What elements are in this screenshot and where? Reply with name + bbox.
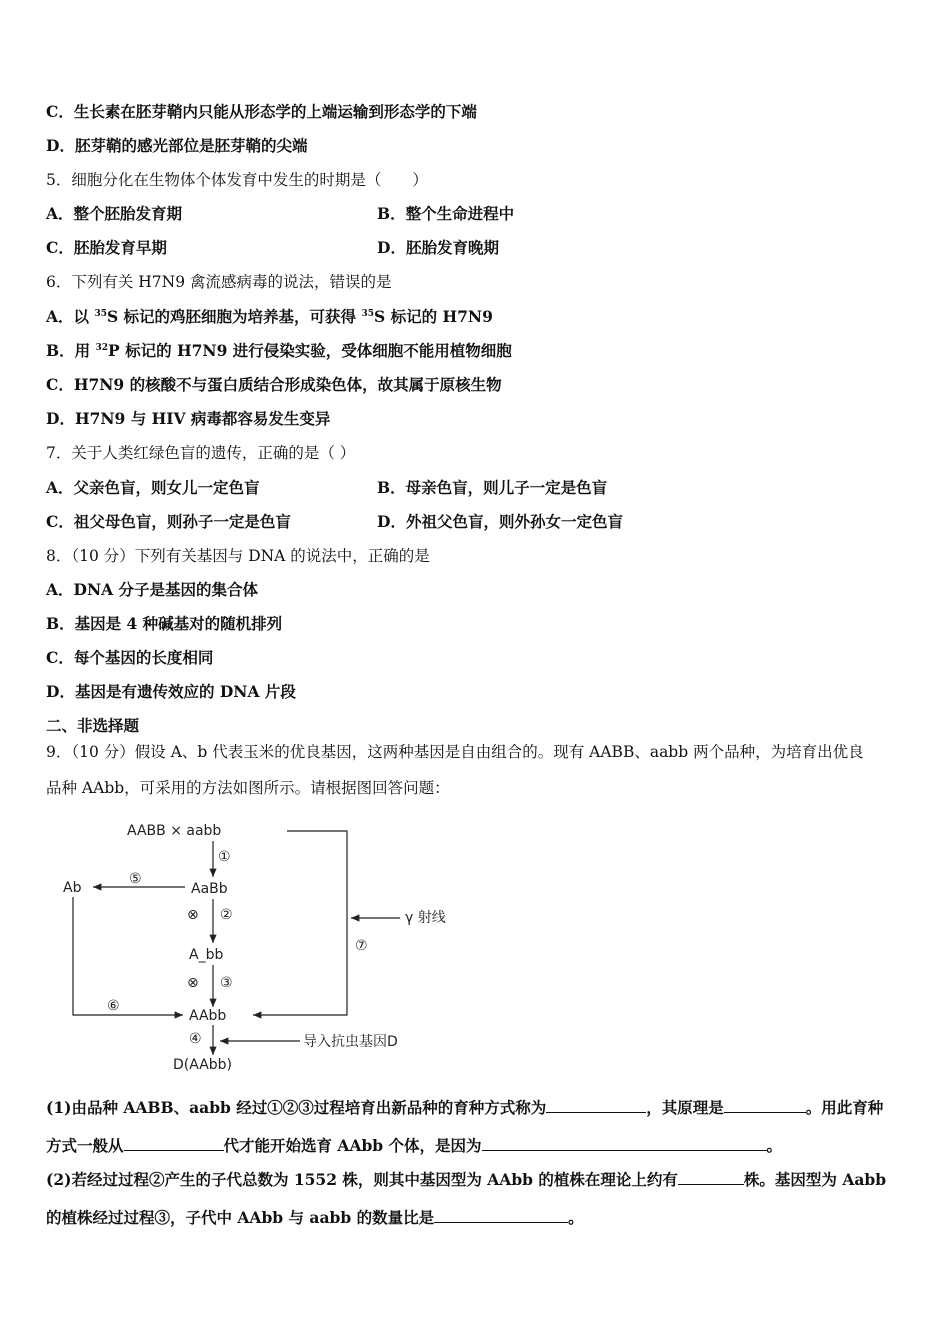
step7-label: ⑦ — [355, 938, 368, 954]
step5-label: ⑤ — [129, 871, 142, 887]
f1-label: AaBb — [191, 881, 228, 897]
q6-stem: 6．下列有关 H7N9 禽流感病毒的说法，错误的是 — [46, 273, 392, 291]
step2-label: ② — [220, 907, 233, 923]
q5-options-row1 — [46, 203, 182, 225]
q9-stem-line2: 品种 AAbb，可采用的方法如图所示。请根据图回答问题： — [46, 779, 450, 797]
q7-option-d: D．外祖父色盲，则外孙女一定色盲 — [377, 512, 623, 531]
step6-label: ⑥ — [107, 998, 120, 1014]
q6-option-b: B．用 $^{32}$P 标记的 H7N9 进行侵染实验，受体细胞不能用植物细胞 — [46, 341, 512, 360]
answer-blank[interactable] — [124, 1134, 224, 1151]
q4-option-c: C．生长素在胚芽鞘内只能从形态学的上端运输到形态学的下端 — [46, 102, 477, 121]
answer-blank[interactable] — [724, 1096, 806, 1113]
answer-blank[interactable] — [434, 1206, 568, 1223]
self2-label: ⊗ — [187, 907, 199, 923]
q8-option-d: D．基因是有遗传效应的 DNA 片段 — [46, 682, 296, 701]
q5-option-b: B．整个生命进程中 — [377, 204, 515, 223]
q8-option-c: C．每个基因的长度相同 — [46, 648, 214, 667]
parents-label: AABB × aabb — [127, 823, 222, 839]
q5-option-a: A．整个胚胎发育期 — [46, 204, 183, 223]
process7-path — [253, 831, 347, 1015]
self3-label: ⊗ — [187, 975, 199, 991]
q7-stem: 7．关于人类红绿色盲的遗传，正确的是（ ） — [46, 444, 356, 462]
q6-option-d: D．H7N9 与 HIV 病毒都容易发生变异 — [46, 409, 331, 428]
target-label: AAbb — [189, 1008, 227, 1024]
q9-stem-line1: 9．（10 分）假设 A、b 代表玉米的优良基因，这两种基因是自由组合的。现有 AABB、aabb 两个品种，为培育出优良 — [46, 743, 864, 761]
q5-stem: 5．细胞分化在生物体个体发育中发生的时期是（ ） — [46, 171, 428, 189]
q7-option-a: A．父亲色盲，则女儿一定色盲 — [46, 478, 260, 497]
gamma-label: γ 射线 — [405, 910, 446, 926]
q6-option-a: A．以 $^{35}$S 标记的鸡胚细胞为培养基，可获得 $^{35}$S 标记的 H7N9 — [46, 307, 493, 326]
step1-label: ① — [218, 849, 231, 865]
section-heading: 二、非选择题 — [46, 716, 140, 735]
q9-sub1-line1: (1)由品种 AABB、aabb 经过①②③过程培育出新品种的育种方式称为 ，其原理是 。用此育种 — [46, 1098, 884, 1117]
answer-blank[interactable] — [678, 1168, 744, 1185]
q9-sub2-line2: 的植株经过过程③，子代中 AAbb 与 aabb 的数量比是 。 — [46, 1208, 584, 1227]
q8-stem: 8．（10 分）下列有关基因与 DNA 的说法中，正确的是 — [46, 547, 430, 565]
breeding-diagram — [55, 815, 495, 1080]
q4-option-d: D．胚芽鞘的感光部位是胚芽鞘的尖端 — [46, 136, 308, 155]
q5-option-d: D．胚胎发育晚期 — [377, 238, 499, 257]
f2-label: A_bb — [189, 947, 224, 963]
q8-option-a: A．DNA 分子是基因的集合体 — [46, 580, 259, 599]
q9-sub1-line2: 方式一般从 代才能开始选育 AAbb 个体，是因为 。 — [46, 1136, 783, 1155]
answer-blank[interactable] — [482, 1134, 767, 1151]
q8-option-b: B．基因是 4 种碱基对的随机排列 — [46, 614, 283, 633]
product-label: D(AAbb) — [173, 1057, 233, 1073]
q6-option-c: C．H7N9 的核酸不与蛋白质结合形成染色体，故其属于原核生物 — [46, 375, 502, 394]
step3-label: ③ — [220, 975, 233, 991]
q5-option-c: C．胚胎发育早期 — [46, 238, 167, 257]
answer-blank[interactable] — [546, 1096, 646, 1113]
q7-option-c: C．祖父母色盲，则孙子一定是色盲 — [46, 512, 291, 531]
q7-option-b: B．母亲色盲，则儿子一定是色盲 — [377, 478, 608, 497]
ab-label: Ab — [63, 880, 82, 896]
step4-label: ④ — [189, 1031, 202, 1047]
process6-path — [73, 897, 183, 1015]
insert-label: 导入抗虫基因D — [303, 1034, 398, 1050]
q9-sub2-line1: (2)若经过过程②产生的子代总数为 1552 株，则其中基因型为 AAbb 的植株在理论上约有 株。基因型为 Aabb — [46, 1170, 887, 1189]
